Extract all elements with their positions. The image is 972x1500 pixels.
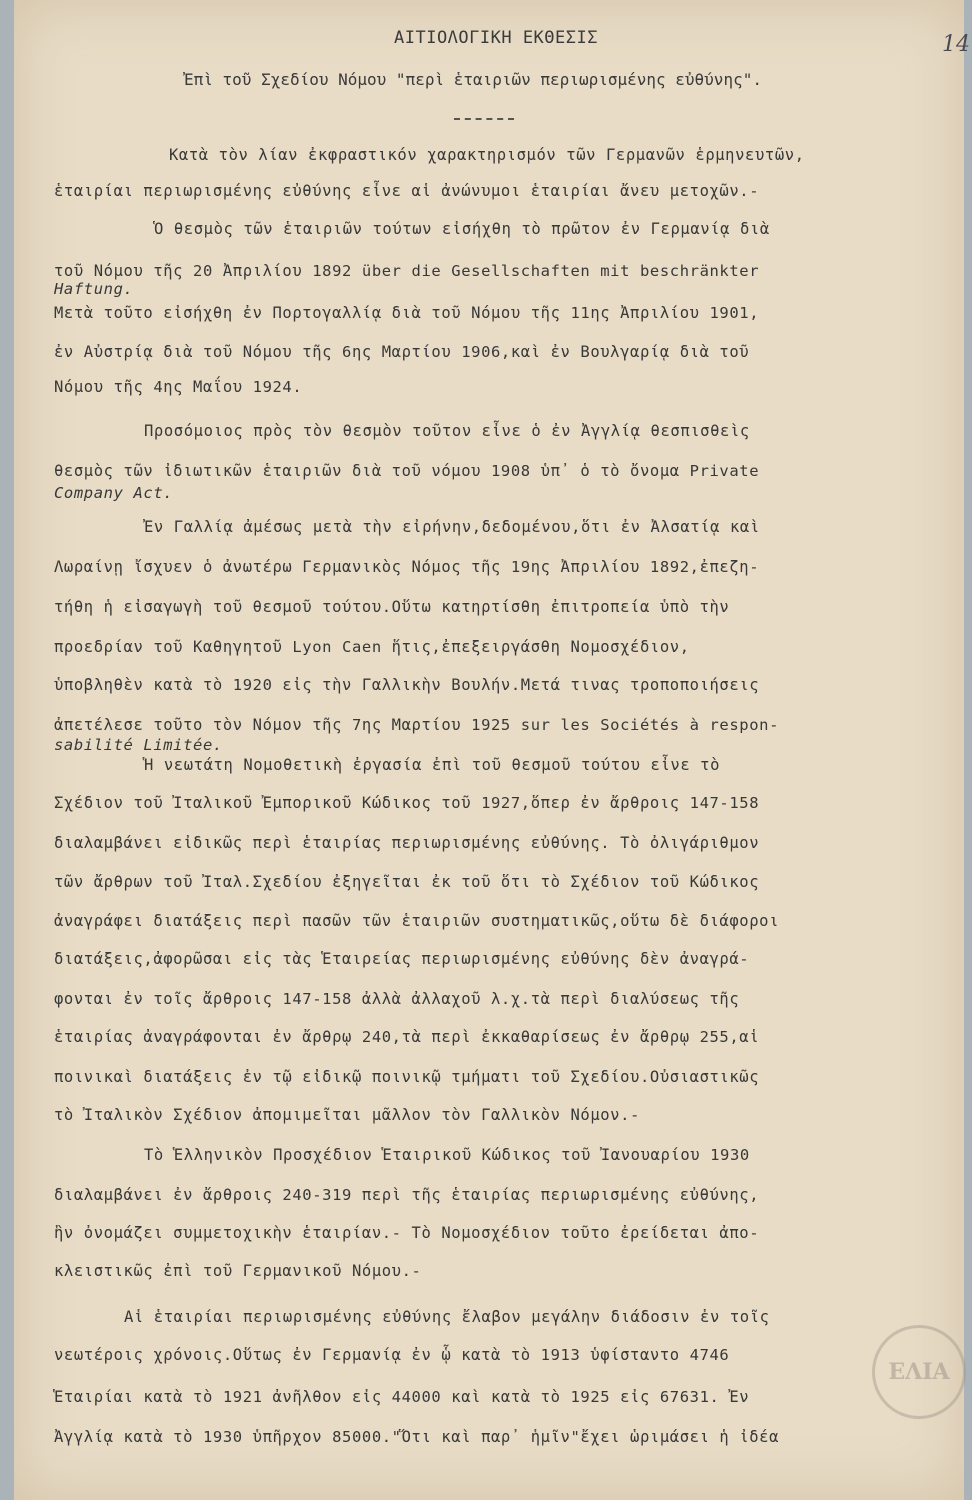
text-line: φονται ἐν τοῖς ἄρθροις 147-158 ἀλλὰ ἀλλαχοῦ λ.χ.τὰ περὶ διαλύσεως τῆς — [54, 990, 740, 1008]
text-line: διαλαμβάνει εἰδικῶς περὶ ἑταιρίας περιωρισμένης εὐθύνης. Τὸ ὀλιγάριθμον — [54, 834, 760, 852]
text-line: ἀναγράφει διατάξεις περὶ πασῶν τῶν ἑταιριῶν συστηματικῶς,οὕτω δὲ διάφοροι — [54, 912, 780, 930]
text-line: ἣν ὀνομάζει συμμετοχικὴν ἑταιρίαν.- Τὸ Νομοσχέδιον τοῦτο ἐρείδεται ἀπο- — [54, 1224, 760, 1242]
text-line: sabilité Limitée. — [54, 736, 223, 754]
text-line: τῶν ἄρθρων τοῦ Ἰταλ.Σχεδίου ἐξηγεῖται ἐκ τοῦ ὅτι τὸ Σχέδιον τοῦ Κώδικος — [54, 873, 760, 891]
text-line: ὑποβληθὲν κατὰ τὸ 1920 εἰς τὴν Γαλλικὴν Βουλήν.Μετά τινας τροποποιήσεις — [54, 676, 760, 694]
text-line: ἑταιρίας ἀναγράφονται ἐν ἄρθρῳ 240,τὰ περὶ ἐκκαθαρίσεως ἐν ἄρθρῳ 255,αἱ — [54, 1028, 760, 1046]
text-line: Μετὰ τοῦτο εἰσήχθη ἐν Πορτογαλλίᾳ διὰ τοῦ Νόμου τῆς 11ης Ἀπριλίου 1901, — [54, 304, 760, 322]
text-line: ἑταιρίαι περιωρισμένης εὐθύνης εἶνε αἱ ἀνώνυμοι ἑταιρίαι ἄνευ μετοχῶν.- — [54, 182, 760, 200]
text-line: τοῦ Νόμου τῆς 20 Ἀπριλίου 1892 über die Gesellschaften mit beschränkter — [54, 262, 760, 280]
document-page — [14, 0, 970, 1500]
title-divider — [454, 118, 514, 120]
text-line: Αἱ ἑταιρίαι περιωρισμένης εὐθύνης ἔλαβον μεγάλην διάδοσιν ἐν τοῖς — [124, 1308, 770, 1326]
text-line: τήθη ἡ εἰσαγωγὴ τοῦ θεσμοῦ τούτου.Οὕτω κατηρτίσθη ἐπιτροπεία ὑπὸ τὴν — [54, 598, 730, 616]
text-line: διαλαμβάνει ἐν ἄρθροις 240-319 περὶ τῆς ἑταιρίας περιωρισμένης εὐθύνης, — [54, 1186, 760, 1204]
archive-stamp — [872, 1325, 966, 1419]
text-line: Λωραίνῃ ἴσχυεν ὁ ἀνωτέρω Γερμανικὸς Νόμος τῆς 19ης Ἀπριλίου 1892,ἐπεζη- — [54, 558, 760, 576]
text-line: Σχέδιον τοῦ Ἰταλικοῦ Ἐμπορικοῦ Κώδικος τοῦ 1927,ὅπερ ἐν ἄρθροις 147-158 — [54, 794, 760, 812]
text-line: ποινικαὶ διατάξεις ἐν τῷ εἰδικῷ ποινικῷ τμήματι τοῦ Σχεδίου.Οὐσιαστικῶς — [54, 1068, 760, 1086]
text-line: τὸ Ἰταλικὸν Σχέδιον ἀπομιμεῖται μᾶλλον τὸν Γαλλικὸν Νόμον.- — [54, 1106, 640, 1124]
text-line: Ὁ θεσμὸς τῶν ἑταιριῶν τούτων εἰσήχθη τὸ πρῶτον ἐν Γερμανίᾳ διὰ — [154, 220, 770, 238]
stamp-label: ΕΛΙΑ — [888, 1359, 950, 1385]
text-line: κλειστικῶς ἐπὶ τοῦ Γερμανικοῦ Νόμου.- — [54, 1262, 422, 1280]
document-subtitle: Ἐπὶ τοῦ Σχεδίου Νόμου "περὶ ἑταιριῶν περιωρισμένης εὐθύνης". — [184, 70, 762, 89]
document-title: ΑΙΤΙΟΛΟΓΙΚΗ ΕΚΘΕΣΙΣ — [394, 28, 598, 48]
text-line: θεσμὸς τῶν ἰδιωτικῶν ἑταιριῶν διὰ τοῦ νόμου 1908 ὑπ᾽ ὁ τὸ ὄνομα Private — [54, 462, 760, 480]
text-line: Τὸ Ἑλληνικὸν Προσχέδιον Ἑταιρικοῦ Κώδικος τοῦ Ἰανουαρίου 1930 — [144, 1146, 750, 1164]
text-line: διατάξεις,ἀφορῶσαι εἰς τὰς Ἑταιρείας περιωρισμένης εὐθύνης δὲν ἀναγρά- — [54, 950, 750, 968]
text-line: προεδρίαν τοῦ Καθηγητοῦ Lyon Caen ἥτις,ἐπεξειργάσθη Νομοσχέδιον, — [54, 638, 690, 656]
text-line: Haftung. — [54, 280, 134, 298]
text-line: Ἀγγλίᾳ κατὰ τὸ 1930 ὑπῆρχον 85000."Ὅτι καὶ παρ᾽ ἡμῖν"ἔχει ὡριμάσει ἡ ἰδέα — [54, 1428, 780, 1446]
text-line: ἀπετέλεσε τοῦτο τὸν Νόμον τῆς 7ης Μαρτίου 1925 sur les Sociétés à respon- — [54, 716, 780, 734]
text-line: Κατὰ τὸν λίαν ἐκφραστικόν χαρακτηρισμόν τῶν Γερμανῶν ἑρμηνευτῶν, — [169, 146, 805, 164]
text-line: Ἑταιρίαι κατὰ τὸ 1921 ἀνῆλθον εἰς 44000 καὶ κατὰ τὸ 1925 εἰς 67631. Ἐν — [54, 1388, 750, 1406]
text-line: Company Act. — [54, 484, 174, 502]
text-line: Ἐν Γαλλίᾳ ἀμέσως μετὰ τὴν εἰρήνην,δεδομένου,ὅτι ἐν Ἀλσατίᾳ καὶ — [144, 518, 760, 536]
text-line: ἐν Αὐστρίᾳ διὰ τοῦ Νόμου τῆς 6ης Μαρτίου 1906,καὶ ἐν Βουλγαρίᾳ διὰ τοῦ — [54, 343, 750, 361]
text-line: νεωτέροις χρόνοις.Οὕτως ἐν Γερμανίᾳ ἐν ᾧ κατὰ τὸ 1913 ὑφίσταντο 4746 — [54, 1346, 730, 1364]
text-line: Ἡ νεωτάτη Νομοθετικὴ ἐργασία ἐπὶ τοῦ θεσμοῦ τούτου εἶνε τὸ — [144, 756, 721, 774]
text-line: Νόμου τῆς 4ης Μαΐου 1924. — [54, 378, 303, 396]
text-line: Προσόμοιος πρὸς τὸν θεσμὸν τοῦτον εἶνε ὁ ἐν Ἀγγλίᾳ θεσπισθεὶς — [144, 422, 750, 440]
page-number: 14 — [942, 32, 970, 57]
